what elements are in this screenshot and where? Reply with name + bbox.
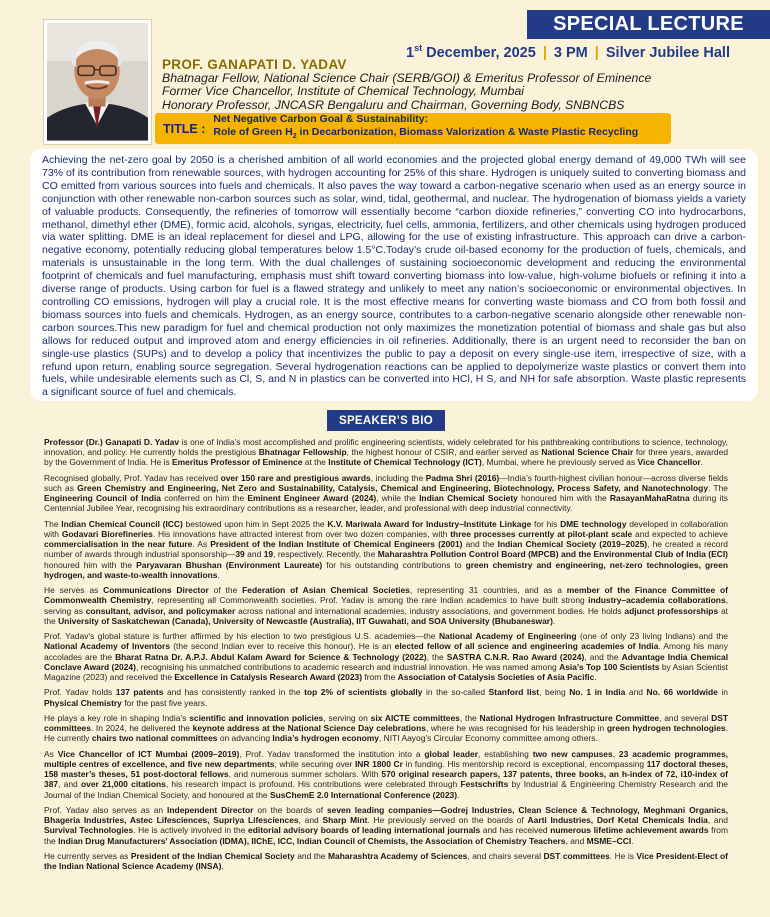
bio-paragraph: Recognised globally, Prof. Yadav has received over 150 rare and prestigious awards, including the Padma Shri (2016)—India’s fourth-highest civilian honour—across diverse fields such as Green Chemistry and Engineering, Net Zero and Sustainability, Catalysis, Chemical and Engineering, Biotechnology, Process Safety, and Nanotechnology. The Engineering Council of India conferred on him the Eminent Engineer Award (2024), while the Indian Chemical Society honoured him with the RasayanMahaRatna during its Centennial Jubilee Year, recognising his extraordinary contributions as a researcher, leader, and professional with deep industrial connectivity. xyxy=(44,472,728,514)
speaker-affiliation: Former Vice Chancellor, Institute of Chemical Technology, Mumbai xyxy=(162,84,525,98)
separator: | xyxy=(542,44,547,61)
bio-paragraph: He plays a key role in shaping India’s scientific and innovation policies, serving on six AICTE committees, the National Hydrogen Infrastructure Committee, and several DST committees. In 2024, he delivered the keynote address at the National Science Day celebrations, where he was recognised for his leadership in green hydrogen technologies. He currently chairs two national committees on advancing India’s hydrogen economy, NITI Aayog’s Circular Economy committee among others. xyxy=(44,713,729,744)
bio-paragraph: Prof. Yadav holds 137 patents and has consistently ranked in the top 2% of scientists globally in the so-called Stanford list, being No. 1 in India and No. 66 worldwide in Physical Chemistry for the past five years. xyxy=(44,687,728,708)
bio-paragraph: He serves as Communications Director of the Federation of Asian Chemical Societies, representing 31 countries, and as a member of the Finance Committee of Commonwealth Chemistry, representing all Commonwealth societies. Prof. Yadav is among the rare Indian academics to have built strong industry–academia collaborations, serving as consultant, advisor, and policymaker across national and international academies, industry associations, and government bodies. He holds adjunct professorships at the University of Saskatchewan (Canada), University of Newcastle (Australia), IIT Guwahati, and SOA University (Bhubaneswar). xyxy=(44,585,729,626)
event-venue: Silver Jubilee Hall xyxy=(605,44,730,61)
event-date: 1st December, 2025 xyxy=(406,43,536,61)
abstract-text: Achieving the net-zero goal by 2050 is a cherished ambition of all world economies and the projected global energy demand of 49,000 TWh will see 73% of its contribution from renewable sources, with hydrogen accounting for 25% of this share. Hydrogen is uniquely suited to converting biomass and CO emitted from various sources into fuels and chemicals. It also paves the way toward a carbon-negative scenario when used as an energy source in conjunction with other renewable non-carbon sources such as solar, wind, tidal, geothermal, and nuclear. The hydrogenation of biomass yields a variety of valuable products. Consequently, the refineries of tomorrow will essentially become “carbon dioxide refineries,” converting CO into hydrocarbons, methanol, dimethyl ether (DME), formic acid, alcohols, syngas, electricity, fuel cells, ammonia, fertilizers, and other chemicals using hydrogen produced via water splitting. DME is an ideal replacement for diesel and LPG, allowing for the use of existing infrastructure. This approach can drive a carbon-negative economy, potentially reducing global temperatures below 1.5°C.Today’s crude oil-based economy for the production of fuels, chemicals, and materials is unsustainable in the long term. With the dual challenges of sustaining socioeconomic development and reducing the environmental footprint of chemicals and fuel manufacturing, emphasis must shift toward converting biomass into low-value, high-volume biofuels or refining it into a diverse range of products. Using carbon for fuel is a flawed strategy and unlikely to meet any nation’s socioeconomic or environmental objectives. In controlling CO emissions, hydrogen will play a crucial role. It is the most effective means for converting waste biomass and CO from both fossil and biomass sources into fuels and chemicals. Hydrogen, as an energy source, contributes to a carbon-negative scenario alongside other renewable non-carbon sources.This new paradigm for fuel and chemical production not only maximizes the monetization potential of biomass and shale gas but also allows for reduced output and improved atom and energy efficiencies in oil refineries. Additionally, there is an urgent need to reconsider the ban on single-use plastics (SUPs) and to develop a policy that incentivizes the public to pay a deposit on every single-use item, irrespective of size, with a refund upon return, enabling source segregation. Several hydrogenation reactions can be applied to depolymerize waste plastics or convert them into fuels, while undesirable elements such as Cl, S, and N in plastics can be converted into HCl, H S, and NH for safe absorption. Waste plastic represents a significant source of fuel and chemicals. xyxy=(30,149,758,401)
talk-title xyxy=(213,113,638,143)
bio-paragraph: He currently serves as President of the Indian Chemical Society and the Maharashtra Academy of Sciences, and chairs several DST committees. He is Vice President-Elect of the Indian National Science Academy (INSA). xyxy=(44,851,728,872)
speaker-photo xyxy=(44,20,151,144)
speaker-affiliation: Honorary Professor, JNCASR Bengaluru and Chairman, Governing Body, SNBNCBS xyxy=(162,98,625,112)
speakers-bio-heading: SPEAKER’S BIO xyxy=(327,410,445,431)
title-label: TITLE : xyxy=(163,121,206,136)
talk-title-line1: Net Negative Carbon Goal & Sustainability: xyxy=(213,113,429,126)
speaker-portrait-icon xyxy=(47,23,148,141)
bio-paragraph: As Vice Chancellor of ICT Mumbai (2009–2019), Prof. Yadav transformed the institution into a global leader, establishing two new campuses, 23 academic programmes, multiple centres of excellence, and five new departments, while securing over INR 1800 Cr in funding. His mentorship record is exceptional, encompassing 117 doctoral theses, 158 master’s theses, 51 post-doctoral fellows, and numerous summer scholars. With 570 original research papers, 137 patents, three books, an h-index of 72, i10-index of 387, and over 21,000 citations, his research impact is profound. His contributions were celebrated through Festschrifts by Industrial & Engineering Chemistry Research and the Journal of the Indian Chemical Society, and honoured at the SusChemE 2.0 International Conference (2023). xyxy=(44,748,729,800)
separator: | xyxy=(594,44,599,61)
special-lecture-banner: SPECIAL LECTURE xyxy=(527,10,770,39)
event-dateline xyxy=(406,43,730,61)
event-time: 3 PM xyxy=(553,44,588,61)
talk-title-bar xyxy=(155,113,671,144)
bio-paragraph: The Indian Chemical Council (ICC) bestowed upon him in Sept 2025 the K.V. Mariwala Award for Industry–Institute Linkage for his DME technology developed in collaboration with Godavari Biorefineries. His innovations have attracted interest from over two dozen companies, with three processes currently at pilot-plant scale and expected to achieve commercialisation in the near future. As President of the Indian Institute of Chemical Engineers (2001) and the Indian Chemical Society (2019–2025), he created a record number of awards through industrial sponsorship—39 and 19, respectively. Recently, the Maharashtra Pollution Control Board (MPCB) and the Environmental Club of India (ECI) honoured him with the Paryavaran Bhushan (Environment Laureate) for his outstanding contributions to green chemistry and engineering, net-zero technologies, green hydrogen, and waste-to-wealth innovations. xyxy=(44,518,728,580)
bio-paragraph: Prof. Yadav also serves as an Independent Director on the boards of seven leading companies—Godrej Industries, Clean Science & Technology, Meghmani Organics, Bhageria Industries, Astec Lifesciences, Supriya Lifesciences, and Sharp Mint. He previously served on the boards of Aarti Industries, Dorf Ketal Chemicals India, and Survival Technologies. He is actively involved in the editorial advisory boards of leading international journals and has received numerous lifetime achievement awards from the Indian Drug Manufacturers’ Association (IDMA), IIChE, ICC, Indian Council of Chemists, the Association of Chemistry Teachers, and MSME–CCI. xyxy=(44,805,729,846)
speaker-name: PROF. GANAPATI D. YADAV xyxy=(162,57,347,72)
bio-paragraph: Professor (Dr.) Ganapati D. Yadav is one of India’s most accomplished and prolific engineering scientists, widely celebrated for his pathbreaking contributions to science, technology, innovation, and policy. He currently holds the prestigious Bhatnagar Fellowship, the highest honour of CSIR, and earlier served as National Science Chair for three years, awarded by the Government of India. He is Emeritus Professor of Eminence at the Institute of Chemical Technology (ICT), Mumbai, where he previously served as Vice Chancellor. xyxy=(44,437,729,468)
speaker-affiliation: Bhatnagar Fellow, National Science Chair (SERB/GOI) & Emeritus Professor of Eminence xyxy=(162,71,652,85)
talk-title-line2: Role of Green $H_2$ in Decarbonization, Biomass Valorization & Waste Plastic Recycling xyxy=(213,125,639,141)
speaker-bio xyxy=(44,437,728,877)
bio-paragraph: Prof. Yadav’s global stature is further affirmed by his election to two prestigious U.S. academies—the National Academy of Engineering (one of only 23 living Indians) and the National Academy of Inventors (the second Indian ever to receive this honour). He is an elected fellow of all science and engineering academies of India. Among his many accolades are the Bharat Ratna Dr. A.P.J. Abdul Kalam Award for Science & Technology (2022), the SASTRA C.N.R. Rao Award (2024), and the Advantage India Chemical Conclave Award (2024), recognising his unmatched contributions to academic research and industrial innovation. He was named among Asia’s Top 100 Scientists by Asian Scientist Magazine (2023) and received the Excellence in Catalysis Research Award (2023) from the Association of Catalysis Societies of Asia Pacific. xyxy=(44,631,729,683)
